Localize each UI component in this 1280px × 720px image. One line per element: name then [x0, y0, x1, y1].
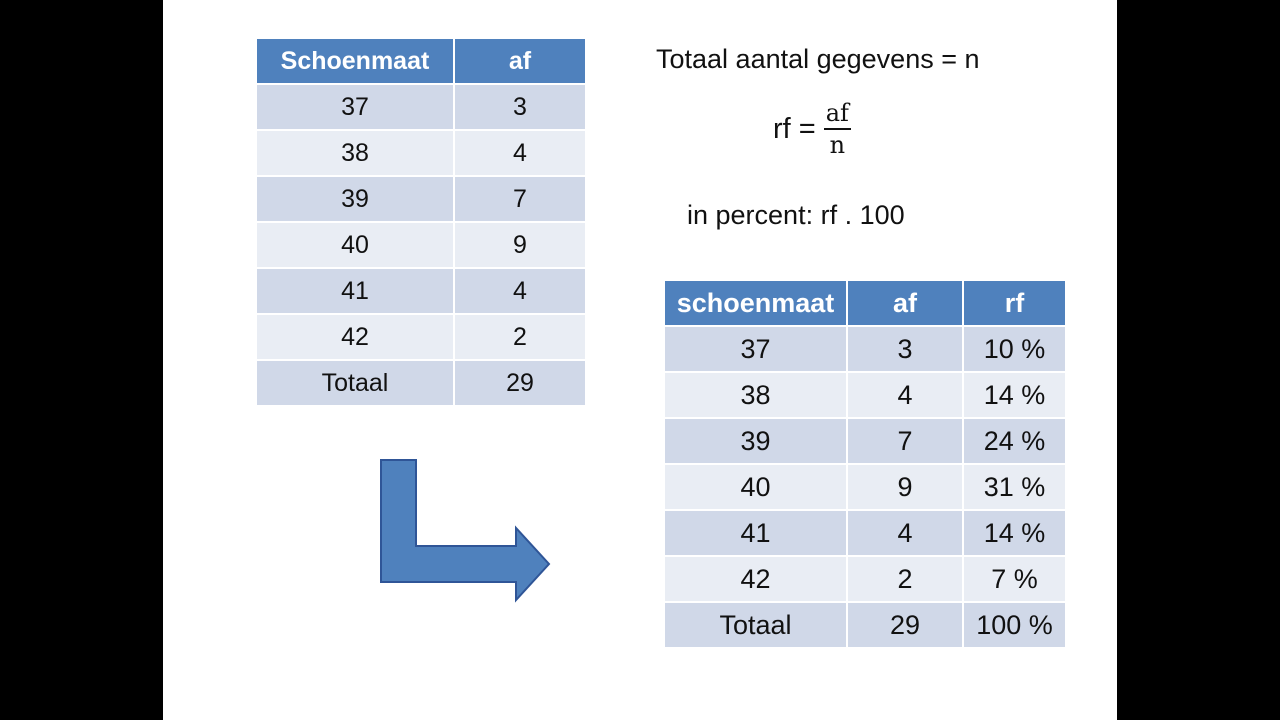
table-total-row [256, 360, 586, 406]
table-row [256, 176, 586, 222]
table-row [664, 464, 1066, 510]
bent-arrow-right-icon [379, 458, 553, 604]
table-row [664, 326, 1066, 372]
table-cell: 39 [664, 418, 847, 464]
arrow-shape [381, 460, 549, 600]
table-cell: 29 [454, 360, 586, 406]
table-cell: 42 [664, 556, 847, 602]
table-cell: 14 % [963, 510, 1066, 556]
table-cell: 39 [256, 176, 454, 222]
frequency-table [255, 37, 587, 407]
table-row [256, 314, 586, 360]
table-cell: 37 [256, 84, 454, 130]
table-cell: 41 [256, 268, 454, 314]
table-header-row [664, 280, 1066, 326]
column-header-shoe-size: Schoenmaat [256, 38, 454, 84]
table-cell: 14 % [963, 372, 1066, 418]
table-cell: 100 % [963, 602, 1066, 648]
table-cell: Totaal [664, 602, 847, 648]
table-cell: 4 [847, 372, 963, 418]
formula-fraction [824, 100, 851, 158]
slide [163, 0, 1117, 720]
table-row [256, 130, 586, 176]
table-cell: 10 % [963, 326, 1066, 372]
table-row [664, 556, 1066, 602]
table-cell: 4 [454, 130, 586, 176]
table-cell: 42 [256, 314, 454, 360]
table-cell: 41 [664, 510, 847, 556]
table-cell: 2 [454, 314, 586, 360]
table-cell: 37 [664, 326, 847, 372]
table-cell: 31 % [963, 464, 1066, 510]
table-cell: 7 [454, 176, 586, 222]
table-cell: 9 [847, 464, 963, 510]
rf-formula [773, 100, 851, 158]
table-cell: 4 [847, 510, 963, 556]
table-row [664, 372, 1066, 418]
formula-lhs: rf = [773, 112, 816, 145]
table-cell: 29 [847, 602, 963, 648]
total-count-note: Totaal aantal gegevens = n [656, 44, 980, 74]
table-cell: 38 [664, 372, 847, 418]
table-row [664, 510, 1066, 556]
table-cell: 3 [847, 326, 963, 372]
table-cell: 38 [256, 130, 454, 176]
column-header-af: af [847, 280, 963, 326]
formula-denominator: n [829, 131, 846, 159]
table-row [664, 418, 1066, 464]
table-cell: Totaal [256, 360, 454, 406]
table-row [256, 84, 586, 130]
table-cell: 7 % [963, 556, 1066, 602]
table-cell: 40 [256, 222, 454, 268]
table-cell: 4 [454, 268, 586, 314]
formula-numerator: af [824, 100, 851, 130]
table-cell: 2 [847, 556, 963, 602]
table-cell: 7 [847, 418, 963, 464]
column-header-rf: rf [963, 280, 1066, 326]
relative-frequency-table [663, 279, 1067, 649]
table-row [256, 222, 586, 268]
table-total-row [664, 602, 1066, 648]
table-cell: 9 [454, 222, 586, 268]
column-header-af: af [454, 38, 586, 84]
column-header-shoe-size: schoenmaat [664, 280, 847, 326]
percent-note: in percent: rf . 100 [687, 200, 905, 230]
table-cell: 40 [664, 464, 847, 510]
table-cell: 24 % [963, 418, 1066, 464]
table-header-row [256, 38, 586, 84]
table-row [256, 268, 586, 314]
table-cell: 3 [454, 84, 586, 130]
